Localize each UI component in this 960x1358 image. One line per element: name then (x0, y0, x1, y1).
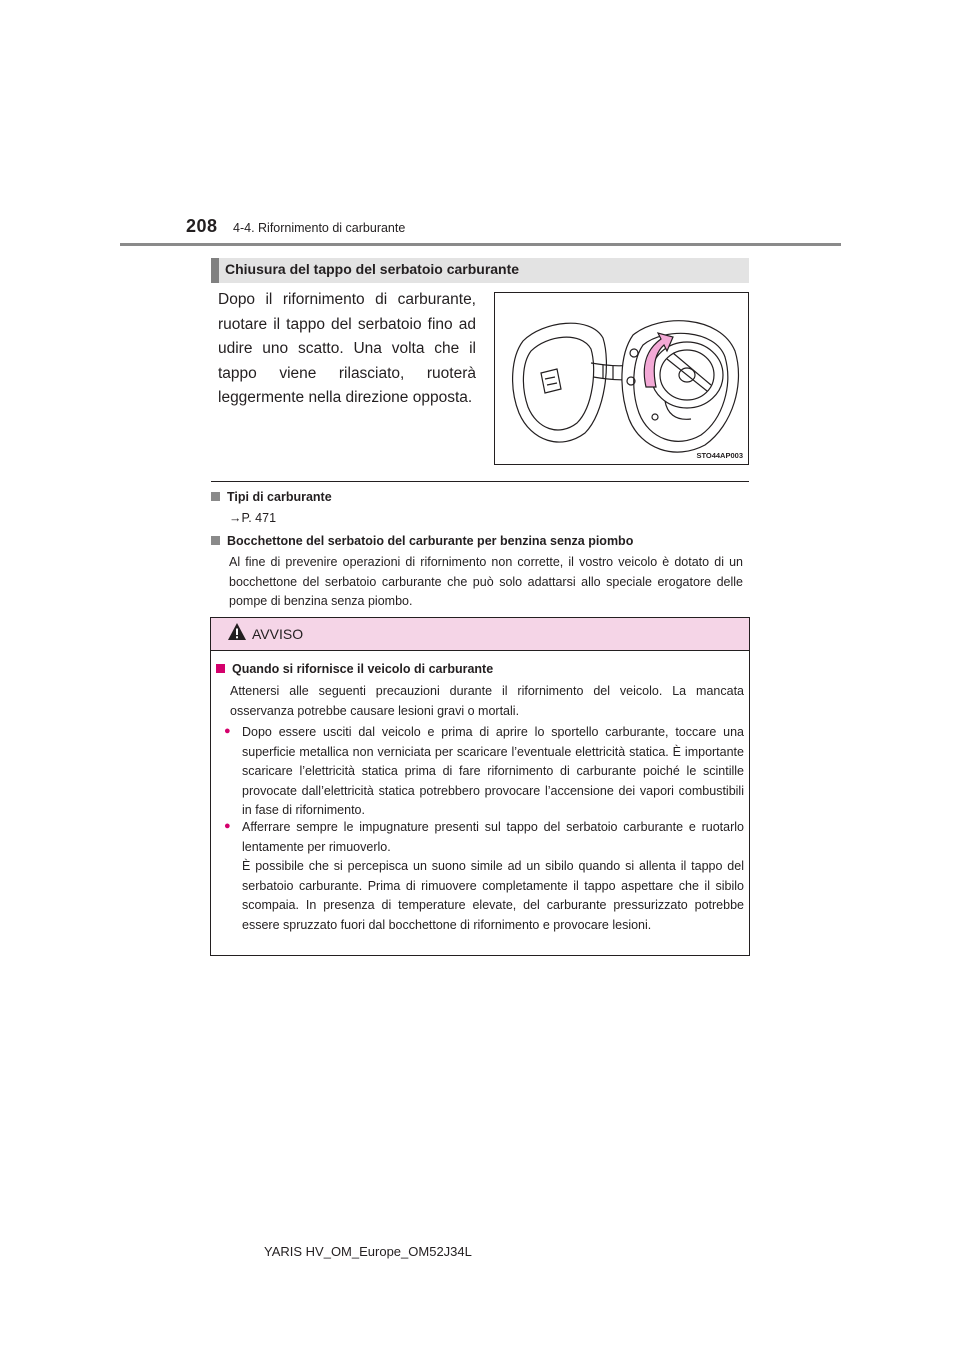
warning-bullet-continuation: È possibile che si percepisca un suono simile ad un sibilo quando si allenta il tappo del serbatoio carburante. Prima di rimuovere completamente il tappo aspettare che il sibilo scompaia. In presenza di temperature elevate, del carburante pressurizzato potrebbe essere spruzzato fuori dal bocchettone di rifornimento e provocare lesioni. (242, 859, 744, 932)
chapter-title: 4-4. Rifornimento di carburante (233, 221, 406, 235)
header-rule (120, 243, 841, 246)
subsection-heading-text: Tipi di carburante (227, 490, 332, 504)
section-accent (211, 258, 219, 283)
warning-heading (216, 662, 493, 676)
warning-label: AVVISO (252, 626, 304, 642)
circle-bullet-icon: ● (224, 820, 231, 832)
warning-bullet-text: Dopo essere usciti dal veicolo e prima di aprire lo sportello carburante, toccare una superficie metallica non verniciata per scaricare l’eventuale elettricità statica. È importante scaricare l’elettricità statica prima di fare rifornimento di carburante poiché le scintille provocate dall’elettricità statica potrebbero provocare l’accensione dei vapori combustibili in fase di rifornimento. (242, 725, 744, 817)
square-bullet-icon (211, 492, 220, 501)
subsection-heading-text: Bocchettone del serbatoio del carburante per benzina senza piombo (227, 534, 634, 548)
square-bullet-icon (216, 664, 225, 673)
circle-bullet-icon: ● (224, 725, 231, 737)
subsection-heading-filler-neck (211, 534, 633, 548)
figure-code: STO44AP003 (696, 451, 743, 460)
page-reference-link[interactable]: →P. 471 (229, 511, 277, 525)
subsection-body-text: Al fine di prevenire operazioni di rifornimento non corrette, il vostro veicolo è dotato di un bocchettone del serbatoio carburante che può solo adattarsi allo speciale erogatore delle pompe di benzina senza piombo. (229, 555, 743, 608)
page-number: 208 (186, 216, 218, 236)
section-heading-bar (211, 258, 749, 283)
section-title: Chiusura del tappo del serbatoio carburante (225, 261, 520, 277)
warning-bullet-text: Afferrare sempre le impugnature presenti sul tappo del serbatoio carburante e ruotarlo lentamente per rimuoverlo. (242, 820, 744, 854)
warning-intro-text: Attenersi alle seguenti precauzioni durante il rifornimento del veicolo. La mancata osservanza potrebbe causare lesioni gravi o mortali. (230, 684, 744, 718)
warning-box (210, 617, 750, 956)
section-intro-text: Dopo il rifornimento di carburante, ruotare il tappo del serbatoio fino ad udire uno scatto. Una volta che il tappo viene rilasciato, ruoterà leggermente nella direzione opposta. (218, 291, 476, 406)
fuel-cap-drawing (495, 293, 749, 465)
square-bullet-icon (211, 536, 220, 545)
warning-triangle-icon (227, 622, 247, 642)
warning-header (211, 618, 749, 651)
warning-heading-text: Quando si rifornisce il veicolo di carburante (232, 662, 494, 676)
footer-document-code: YARIS HV_OM_Europe_OM52J34L (264, 1244, 472, 1259)
section-divider (211, 481, 749, 482)
subsection-heading-fuel-types (211, 490, 332, 504)
fuel-cap-illustration (494, 292, 749, 465)
